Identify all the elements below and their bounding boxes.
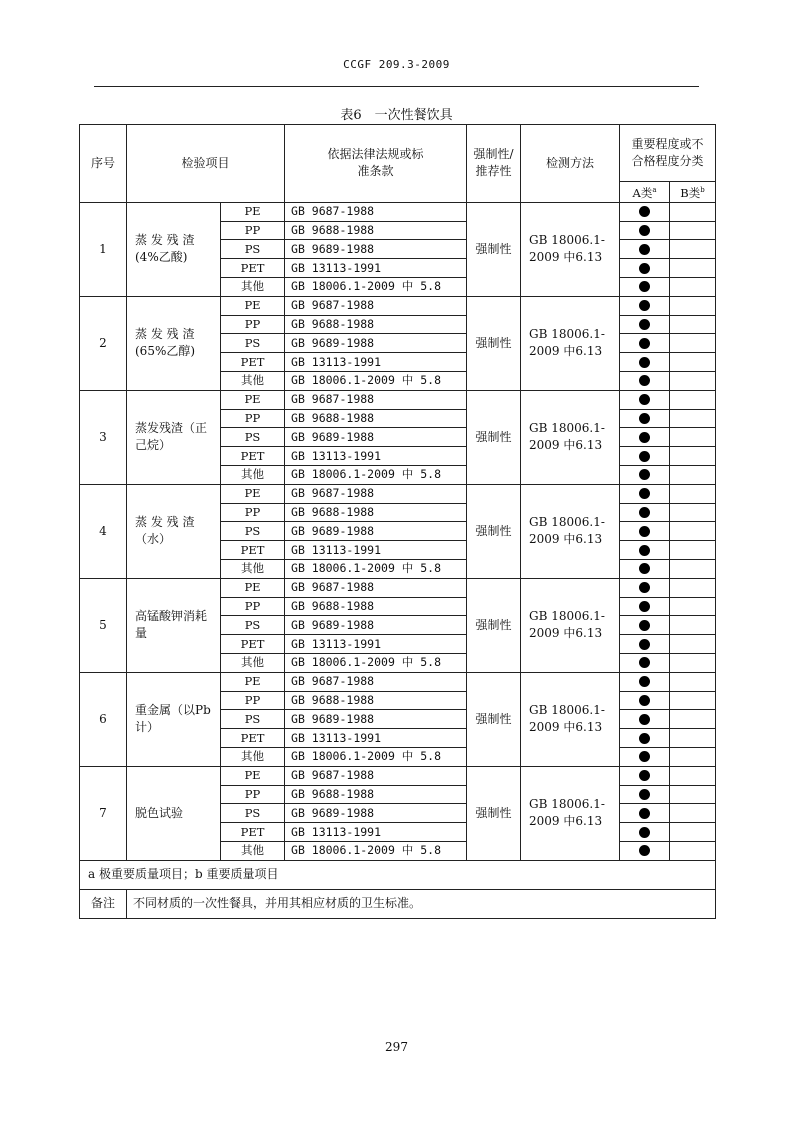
b-class-cell <box>670 578 716 597</box>
basis-cell: GB 9689-1988 <box>285 710 467 729</box>
material-cell: PET <box>221 353 285 372</box>
material-cell: 其他 <box>221 841 285 860</box>
basis-cell: GB 18006.1-2009 中 5.8 <box>285 841 467 860</box>
b-class-cell <box>670 353 716 372</box>
b-class-cell <box>670 240 716 259</box>
b-class-cell <box>670 635 716 654</box>
a-class-cell <box>620 672 670 691</box>
a-class-cell <box>620 202 670 221</box>
filled-circle-icon <box>639 827 650 838</box>
item-number: 7 <box>80 766 127 860</box>
material-cell: PS <box>221 616 285 635</box>
filled-circle-icon <box>639 469 650 480</box>
item-name: 蒸 发 残 渣(4%乙酸) <box>127 202 221 296</box>
filled-circle-icon <box>639 639 650 650</box>
header-basis: 依据法律法规或标准条款 <box>285 125 467 203</box>
a-class-cell <box>620 503 670 522</box>
basis-cell: GB 9688-1988 <box>285 691 467 710</box>
b-class-cell <box>670 747 716 766</box>
a-class-cell <box>620 240 670 259</box>
filled-circle-icon <box>639 601 650 612</box>
b-class-cell <box>670 672 716 691</box>
material-cell: PE <box>221 484 285 503</box>
a-class-cell <box>620 221 670 240</box>
item-name: 脱色试验 <box>127 766 221 860</box>
basis-cell: GB 9687-1988 <box>285 296 467 315</box>
basis-cell: GB 9688-1988 <box>285 597 467 616</box>
item-number: 2 <box>80 296 127 390</box>
material-cell: PP <box>221 409 285 428</box>
material-cell: PS <box>221 240 285 259</box>
filled-circle-icon <box>639 488 650 499</box>
b-class-cell <box>670 202 716 221</box>
basis-cell: GB 9688-1988 <box>285 221 467 240</box>
a-class-cell <box>620 729 670 748</box>
b-class-cell <box>670 785 716 804</box>
b-class-cell <box>670 296 716 315</box>
b-class-cell <box>670 804 716 823</box>
document-code-header: CCGF 209.3-2009 <box>343 58 450 71</box>
header-divider <box>94 86 699 87</box>
basis-cell: GB 18006.1-2009 中 5.8 <box>285 465 467 484</box>
material-cell: 其他 <box>221 653 285 672</box>
basis-cell: GB 9689-1988 <box>285 240 467 259</box>
header-a-label: A类 <box>632 185 653 200</box>
inspection-table <box>79 124 716 919</box>
material-cell: PE <box>221 390 285 409</box>
header-row <box>80 125 716 182</box>
basis-cell: GB 9688-1988 <box>285 315 467 334</box>
basis-cell: GB 18006.1-2009 中 5.8 <box>285 278 467 297</box>
a-class-cell <box>620 804 670 823</box>
mandatory-cell: 强制性 <box>467 484 521 578</box>
item-name: 蒸发残渣（正己烷） <box>127 390 221 484</box>
b-class-cell <box>670 484 716 503</box>
filled-circle-icon <box>639 319 650 330</box>
a-class-cell <box>620 465 670 484</box>
filled-circle-icon <box>639 657 650 668</box>
header-no: 序号 <box>80 125 127 203</box>
header-method: 检测方法 <box>521 125 620 203</box>
material-cell: PS <box>221 428 285 447</box>
basis-cell: GB 13113-1991 <box>285 353 467 372</box>
item-name: 蒸 发 残 渣(65%乙醇) <box>127 296 221 390</box>
material-cell: PP <box>221 221 285 240</box>
header-b-sup: b <box>700 186 705 194</box>
a-class-cell <box>620 259 670 278</box>
b-class-cell <box>670 390 716 409</box>
filled-circle-icon <box>639 394 650 405</box>
a-class-cell <box>620 559 670 578</box>
b-class-cell <box>670 447 716 466</box>
a-class-cell <box>620 409 670 428</box>
table-row <box>80 296 716 315</box>
filled-circle-icon <box>639 808 650 819</box>
basis-cell: GB 13113-1991 <box>285 259 467 278</box>
header-mandatory: 强制性/推荐性 <box>467 125 521 203</box>
filled-circle-icon <box>639 676 650 687</box>
basis-cell: GB 9687-1988 <box>285 578 467 597</box>
material-cell: PS <box>221 522 285 541</box>
filled-circle-icon <box>639 432 650 443</box>
filled-circle-icon <box>639 695 650 706</box>
b-class-cell <box>670 465 716 484</box>
basis-cell: GB 18006.1-2009 中 5.8 <box>285 372 467 391</box>
method-cell: GB 18006.1-2009 中6.13 <box>521 484 620 578</box>
material-cell: PE <box>221 202 285 221</box>
b-class-cell <box>670 315 716 334</box>
filled-circle-icon <box>639 751 650 762</box>
a-class-cell <box>620 296 670 315</box>
table-row <box>80 766 716 785</box>
method-cell: GB 18006.1-2009 中6.13 <box>521 672 620 766</box>
basis-cell: GB 9689-1988 <box>285 616 467 635</box>
material-cell: PP <box>221 315 285 334</box>
basis-cell: GB 9688-1988 <box>285 785 467 804</box>
basis-cell: GB 13113-1991 <box>285 823 467 842</box>
filled-circle-icon <box>639 225 650 236</box>
item-number: 4 <box>80 484 127 578</box>
material-cell: PET <box>221 729 285 748</box>
footnote: a 极重要质量项目；b 重要质量项目 <box>80 860 716 889</box>
b-class-cell <box>670 729 716 748</box>
material-cell: PP <box>221 597 285 616</box>
header-a-sup: a <box>652 186 657 194</box>
b-class-cell <box>670 409 716 428</box>
a-class-cell <box>620 447 670 466</box>
basis-cell: GB 9687-1988 <box>285 766 467 785</box>
filled-circle-icon <box>639 620 650 631</box>
basis-cell: GB 9689-1988 <box>285 428 467 447</box>
remark-label: 备注 <box>80 889 127 918</box>
filled-circle-icon <box>639 263 650 274</box>
table-row <box>80 578 716 597</box>
table-caption: 表6 一次性餐饮具 <box>340 108 453 123</box>
a-class-cell <box>620 334 670 353</box>
filled-circle-icon <box>639 281 650 292</box>
item-number: 3 <box>80 390 127 484</box>
basis-cell: GB 9687-1988 <box>285 672 467 691</box>
table-body <box>80 125 716 919</box>
filled-circle-icon <box>639 375 650 386</box>
material-cell: 其他 <box>221 372 285 391</box>
header-b-class <box>670 182 716 203</box>
a-class-cell <box>620 653 670 672</box>
table-row <box>80 484 716 503</box>
material-cell: PET <box>221 823 285 842</box>
header-a-class <box>620 182 670 203</box>
basis-cell: GB 13113-1991 <box>285 635 467 654</box>
basis-cell: GB 9687-1988 <box>285 202 467 221</box>
b-class-cell <box>670 766 716 785</box>
mandatory-cell: 强制性 <box>467 296 521 390</box>
material-cell: PE <box>221 766 285 785</box>
basis-cell: GB 9688-1988 <box>285 409 467 428</box>
item-name: 高锰酸钾消耗量 <box>127 578 221 672</box>
material-cell: PE <box>221 672 285 691</box>
table-row <box>80 202 716 221</box>
item-number: 6 <box>80 672 127 766</box>
footnote-row <box>80 860 716 889</box>
b-class-cell <box>670 559 716 578</box>
filled-circle-icon <box>639 507 650 518</box>
basis-cell: GB 13113-1991 <box>285 541 467 560</box>
b-class-cell <box>670 541 716 560</box>
mandatory-cell: 强制性 <box>467 578 521 672</box>
method-cell: GB 18006.1-2009 中6.13 <box>521 390 620 484</box>
material-cell: PS <box>221 334 285 353</box>
material-cell: 其他 <box>221 278 285 297</box>
material-cell: 其他 <box>221 559 285 578</box>
a-class-cell <box>620 841 670 860</box>
basis-cell: GB 9689-1988 <box>285 334 467 353</box>
filled-circle-icon <box>639 357 650 368</box>
a-class-cell <box>620 390 670 409</box>
header-item: 检验项目 <box>127 125 285 203</box>
filled-circle-icon <box>639 714 650 725</box>
table-row <box>80 672 716 691</box>
mandatory-cell: 强制性 <box>467 766 521 860</box>
a-class-cell <box>620 428 670 447</box>
a-class-cell <box>620 691 670 710</box>
filled-circle-icon <box>639 244 650 255</box>
remark-text: 不同材质的一次性餐具，并用其相应材质的卫生标准。 <box>127 889 716 918</box>
a-class-cell <box>620 484 670 503</box>
mandatory-cell: 强制性 <box>467 672 521 766</box>
filled-circle-icon <box>639 206 650 217</box>
material-cell: PS <box>221 804 285 823</box>
filled-circle-icon <box>639 451 650 462</box>
header-level: 重要程度或不合格程度分类 <box>620 125 716 182</box>
material-cell: PP <box>221 691 285 710</box>
a-class-cell <box>620 785 670 804</box>
a-class-cell <box>620 578 670 597</box>
basis-cell: GB 9687-1988 <box>285 390 467 409</box>
filled-circle-icon <box>639 563 650 574</box>
method-cell: GB 18006.1-2009 中6.13 <box>521 578 620 672</box>
material-cell: PET <box>221 541 285 560</box>
material-cell: PE <box>221 296 285 315</box>
item-name: 重金属（以Pb计） <box>127 672 221 766</box>
page-number: 297 <box>385 1040 408 1054</box>
b-class-cell <box>670 428 716 447</box>
a-class-cell <box>620 616 670 635</box>
filled-circle-icon <box>639 338 650 349</box>
b-class-cell <box>670 503 716 522</box>
b-class-cell <box>670 691 716 710</box>
material-cell: PET <box>221 447 285 466</box>
a-class-cell <box>620 597 670 616</box>
header-b-label: B类 <box>680 185 701 200</box>
b-class-cell <box>670 823 716 842</box>
material-cell: PS <box>221 710 285 729</box>
material-cell: 其他 <box>221 747 285 766</box>
b-class-cell <box>670 710 716 729</box>
filled-circle-icon <box>639 413 650 424</box>
a-class-cell <box>620 315 670 334</box>
a-class-cell <box>620 823 670 842</box>
material-cell: PET <box>221 635 285 654</box>
filled-circle-icon <box>639 845 650 856</box>
basis-cell: GB 9688-1988 <box>285 503 467 522</box>
a-class-cell <box>620 372 670 391</box>
mandatory-cell: 强制性 <box>467 202 521 296</box>
basis-cell: GB 13113-1991 <box>285 447 467 466</box>
item-number: 1 <box>80 202 127 296</box>
basis-cell: GB 9687-1988 <box>285 484 467 503</box>
material-cell: PP <box>221 503 285 522</box>
filled-circle-icon <box>639 582 650 593</box>
b-class-cell <box>670 653 716 672</box>
a-class-cell <box>620 635 670 654</box>
a-class-cell <box>620 522 670 541</box>
basis-cell: GB 18006.1-2009 中 5.8 <box>285 559 467 578</box>
table-row <box>80 390 716 409</box>
b-class-cell <box>670 372 716 391</box>
item-number: 5 <box>80 578 127 672</box>
filled-circle-icon <box>639 770 650 781</box>
b-class-cell <box>670 522 716 541</box>
b-class-cell <box>670 841 716 860</box>
a-class-cell <box>620 353 670 372</box>
b-class-cell <box>670 278 716 297</box>
b-class-cell <box>670 334 716 353</box>
b-class-cell <box>670 616 716 635</box>
material-cell: PE <box>221 578 285 597</box>
remark-row <box>80 889 716 918</box>
material-cell: 其他 <box>221 465 285 484</box>
basis-cell: GB 18006.1-2009 中 5.8 <box>285 653 467 672</box>
filled-circle-icon <box>639 300 650 311</box>
material-cell: PET <box>221 259 285 278</box>
b-class-cell <box>670 221 716 240</box>
mandatory-cell: 强制性 <box>467 390 521 484</box>
item-name: 蒸 发 残 渣（水） <box>127 484 221 578</box>
filled-circle-icon <box>639 526 650 537</box>
b-class-cell <box>670 597 716 616</box>
a-class-cell <box>620 710 670 729</box>
a-class-cell <box>620 278 670 297</box>
a-class-cell <box>620 541 670 560</box>
method-cell: GB 18006.1-2009 中6.13 <box>521 296 620 390</box>
basis-cell: GB 13113-1991 <box>285 729 467 748</box>
basis-cell: GB 9689-1988 <box>285 522 467 541</box>
basis-cell: GB 18006.1-2009 中 5.8 <box>285 747 467 766</box>
method-cell: GB 18006.1-2009 中6.13 <box>521 766 620 860</box>
material-cell: PP <box>221 785 285 804</box>
b-class-cell <box>670 259 716 278</box>
filled-circle-icon <box>639 789 650 800</box>
filled-circle-icon <box>639 733 650 744</box>
method-cell: GB 18006.1-2009 中6.13 <box>521 202 620 296</box>
a-class-cell <box>620 747 670 766</box>
a-class-cell <box>620 766 670 785</box>
filled-circle-icon <box>639 545 650 556</box>
basis-cell: GB 9689-1988 <box>285 804 467 823</box>
